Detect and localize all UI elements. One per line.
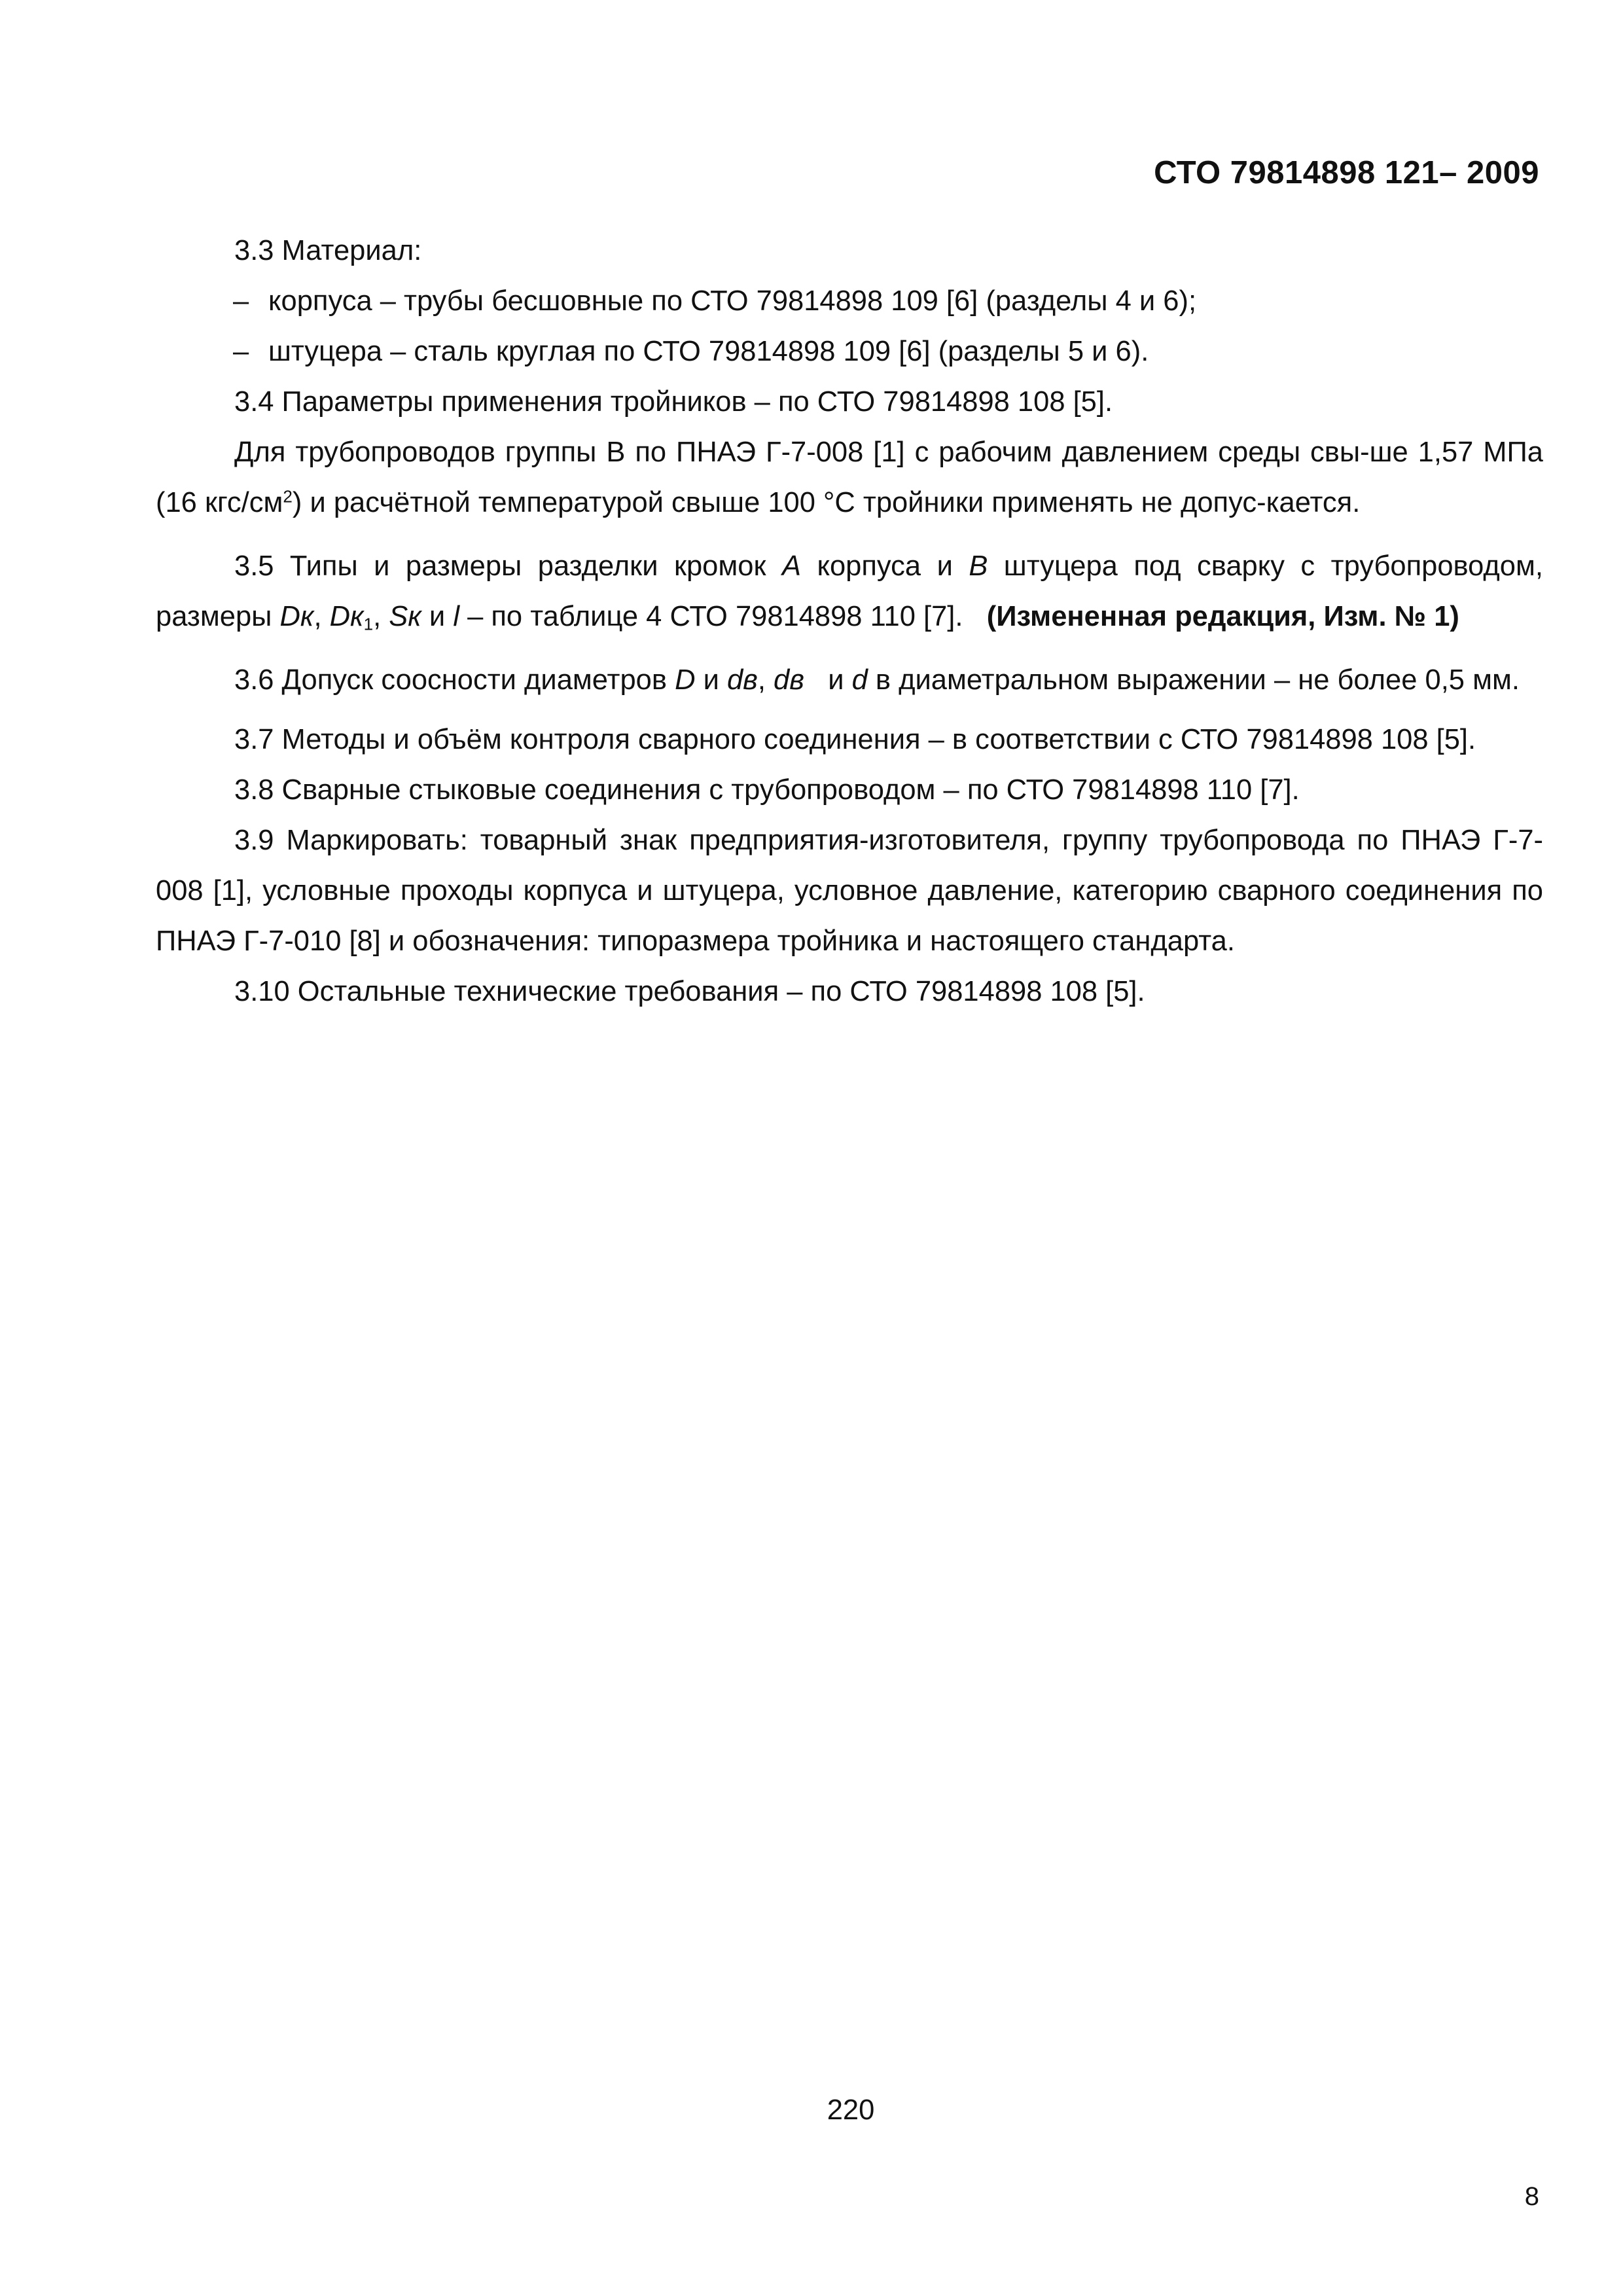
section-3-5-text: корпуса и: [800, 550, 969, 582]
symbol-Dk1: Dк: [329, 601, 364, 632]
section-3-5-text: 3.5 Типы и размеры разделки кромок: [234, 550, 782, 582]
material-item-fitting-text: штуцера – сталь круглая по СТО 79814898 109 [6] (разделы 5 и 6).: [268, 336, 1149, 367]
section-3-3-title: 3.3 Материал:: [234, 235, 422, 266]
symbol-dv: dв: [726, 664, 758, 696]
section-3-6-text: и: [820, 664, 852, 696]
section-3-5-paragraph: [156, 541, 1543, 642]
section-3-4-line: 3.4 Параметры применения тройников – по СТО 79814898 108 [5].: [234, 386, 1113, 418]
list-dash: –: [233, 285, 249, 317]
symbol-Sk: Sк: [389, 601, 421, 632]
material-item-body: [191, 276, 1543, 327]
section-3-6-text: 3.6 Допуск соосности диаметров: [234, 664, 675, 696]
symbol-dv: dв: [774, 664, 804, 696]
section-3-4-paragraph: [156, 427, 1543, 528]
symbol-l: l: [453, 601, 459, 632]
symbol-B: В: [969, 550, 988, 582]
symbol-D: D: [675, 664, 696, 696]
section-3-7-paragraph: 3.7 Методы и объём контроля сварного соединения – в соответствии с СТО 79814898 108 [5].: [234, 724, 1476, 755]
section-3-9-paragraph: 3.9 Маркировать: товарный знак предприятия-изготовителя, группу трубопровода по ПНАЭ Г-7-008 [1], условные проходы корпуса и штуцера, условное давление, категорию сварного соединения по ПНАЭ Г-7-010 [8] и обозначения: типоразмера тройника и настоящего стандарта.: [156, 825, 1543, 957]
symbol-d: d: [851, 664, 868, 696]
subscript-1: 1: [363, 614, 374, 634]
section-3-5-text: – по таблице 4 СТО 79814898 110 [7].: [459, 601, 963, 632]
list-dash: –: [233, 336, 249, 367]
sheet-number: 8: [1524, 2182, 1539, 2211]
section-3-6-text: ,: [757, 664, 774, 696]
revision-note: (Измененная редакция, Изм. № 1): [986, 601, 1459, 632]
section-3-10-paragraph: 3.10 Остальные технические требования – по СТО 79814898 108 [5].: [234, 976, 1145, 1007]
superscript-2: 2: [283, 486, 293, 507]
symbol-Dk: Dк: [279, 601, 314, 632]
section-3-5-text: и: [421, 601, 454, 632]
section-3-6-paragraph: [156, 655, 1543, 706]
section-3-5-text: штуцера под сварку с трубопроводом, размеры: [156, 550, 1543, 632]
section-3-4-text-a: Для трубопроводов группы В по ПНАЭ Г-7-008 [1] с рабочим давлением среды свы-ше 1,57 МПа (16 кгс/см: [156, 437, 1543, 518]
section-3-8-paragraph: 3.8 Сварные стыковые соединения с трубопроводом – по СТО 79814898 110 [7].: [234, 774, 1300, 806]
material-item-body-text: корпуса – трубы бесшовные по СТО 79814898 109 [6] (разделы 4 и 6);: [268, 285, 1197, 317]
document-body: [156, 226, 1543, 1017]
document-code-header: СТО 79814898 121– 2009: [1154, 155, 1539, 190]
section-3-6-text: и: [695, 664, 727, 696]
section-3-4-text-b: ) и расчётной температурой свыше 100 °С тройники применять не допус-кается.: [292, 487, 1361, 518]
section-3-5-text: ,: [373, 601, 389, 632]
material-item-fitting: [191, 327, 1543, 377]
section-3-5-text: ,: [313, 601, 330, 632]
page-number: 220: [827, 2094, 875, 2126]
section-3-6-text: в диаметральном выражении – не более 0,5 мм.: [867, 664, 1520, 696]
symbol-A: А: [781, 550, 801, 582]
